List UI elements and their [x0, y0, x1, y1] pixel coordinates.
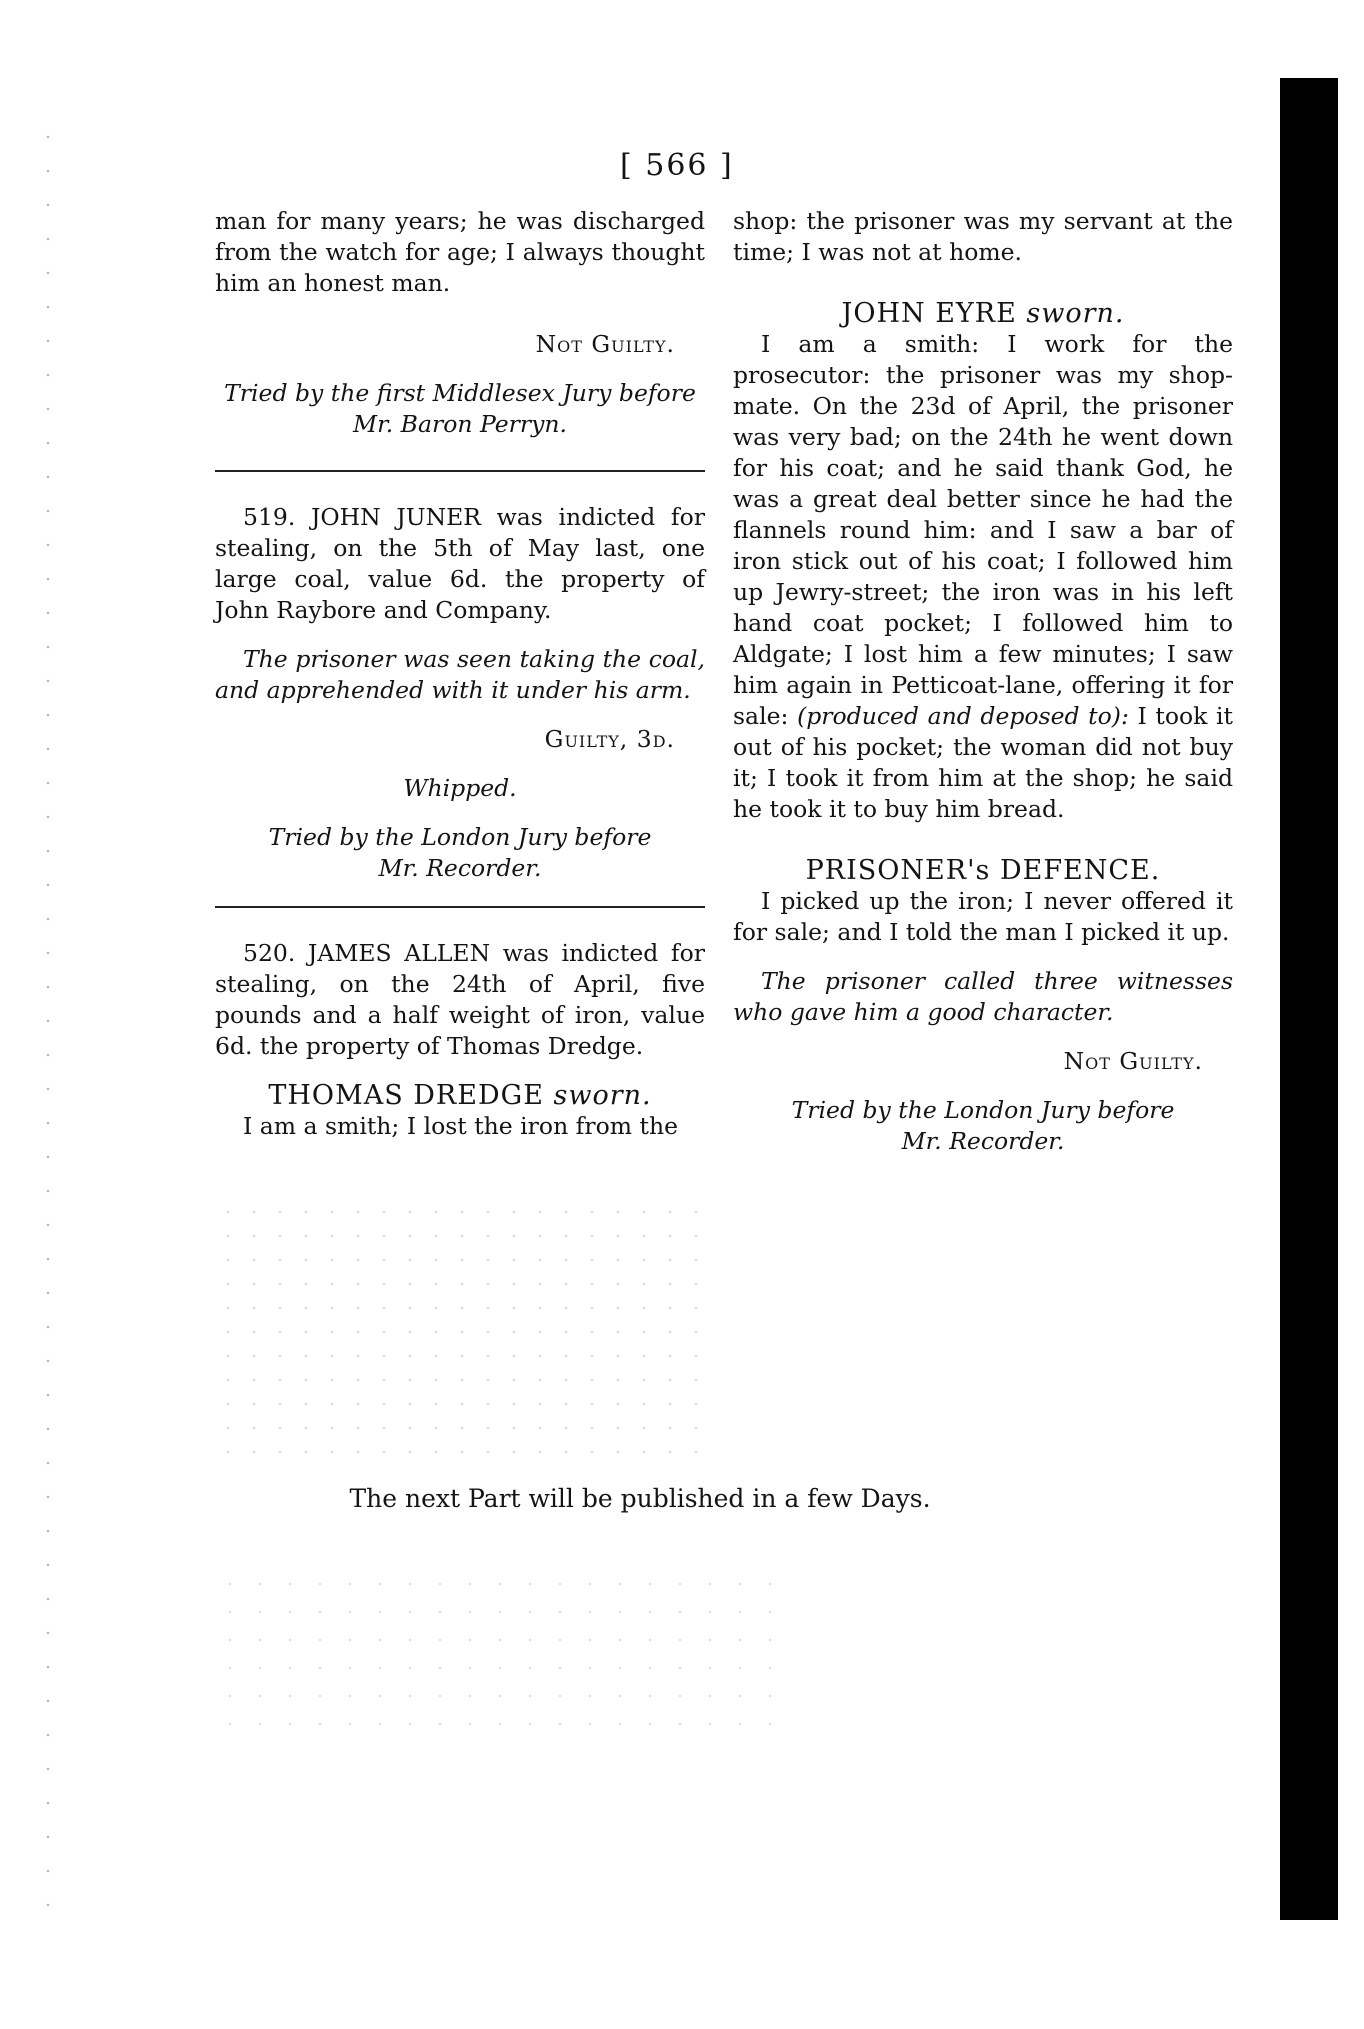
- faded-print-area-bottom: [215, 1570, 775, 1730]
- page-number: [ 566 ]: [620, 148, 734, 183]
- tried-by-line-1: Tried by the first Middlesex Jury before: [224, 379, 696, 407]
- testimony-part-b: I took it out of his pocket; the woman did not buy it; I took it from him at the shop; he said he took it to buy him bread.: [733, 702, 1233, 823]
- footer-notice: The next Part will be published in a few Days.: [349, 1484, 931, 1513]
- judge-line-3: Mr. Recorder.: [901, 1127, 1065, 1155]
- continued-testimony-right: shop: the prisoner was my servant at the time; I was not at home.: [733, 207, 1233, 266]
- section-rule-2: [215, 906, 705, 914]
- defence-heading: PRISONER's DEFENCE.: [805, 855, 1161, 886]
- tried-by-line-3: Tried by the London Jury before: [791, 1096, 1175, 1124]
- witness-name-2: JOHN EYRE: [841, 298, 1017, 329]
- witness-sworn-2: sworn.: [1026, 298, 1125, 329]
- witness-testimony-1: I am a smith; I lost the iron from the: [243, 1112, 678, 1140]
- left-column: [215, 206, 705, 1142]
- continued-testimony: man for many years; he was discharged from the watch for age; I always thought him an honest man.: [215, 207, 705, 297]
- judge-line-1: Mr. Baron Perryn.: [353, 410, 567, 438]
- margin-specks: [38, 120, 58, 1920]
- witness-heading-2: [733, 298, 1233, 329]
- tried-by-line-2: Tried by the London Jury before: [268, 823, 652, 851]
- case-519: 519. JOHN JUNER was indicted for stealing, on the 5th of May last, one large coal, value 6d. the property of John Raybore and Company.: [215, 503, 705, 624]
- scan-edge-bar: [1280, 78, 1338, 1920]
- right-column: [733, 206, 1233, 1157]
- witness-sworn-1: sworn.: [553, 1080, 652, 1111]
- case-520-note: The prisoner called three witnesses who gave him a good character.: [733, 967, 1233, 1026]
- case-519-note: The prisoner was seen taking the coal, and apprehended with it under his arm.: [215, 645, 705, 704]
- sentence-519: Whipped.: [403, 774, 517, 802]
- witness-heading-1: [215, 1080, 705, 1111]
- verdict-not-guilty-1: Not Guilty.: [535, 330, 675, 358]
- judge-line-2: Mr. Recorder.: [378, 854, 542, 882]
- testimony-part-a: I am a smith: I work for the prosecutor: the prisoner was my shop-mate. On the 23d of April, the prisoner was very bad; on the 24th he went down for his coat; and he said thank God, he was a great deal better since he had the flannels round him: and I saw a bar of iron stick out of his coat; I followed him up Jewry-street; the iron was in his left hand coat pocket; I followed him to Aldgate; I lost him a few minutes; I saw him again in Petticoat-lane, offering it for sale:: [733, 330, 1233, 730]
- defence-text: I picked up the iron; I never offered it for sale; and I told the man I picked it up.: [733, 887, 1233, 946]
- witness-name-1: THOMAS DREDGE: [268, 1080, 544, 1111]
- witness-testimony-2: [733, 329, 1233, 825]
- verdict-guilty-519: Guilty, 3d.: [544, 725, 675, 753]
- verdict-not-guilty-520: Not Guilty.: [1063, 1047, 1203, 1075]
- case-520: 520. JAMES ALLEN was indicted for stealing, on the 24th of April, five pounds and a half weight of iron, value 6d. the property of Thomas Dredge.: [215, 939, 705, 1060]
- faded-print-area: [215, 1200, 705, 1460]
- testimony-parenthetical: (produced and deposed to):: [797, 702, 1129, 730]
- section-rule-1: [215, 470, 705, 472]
